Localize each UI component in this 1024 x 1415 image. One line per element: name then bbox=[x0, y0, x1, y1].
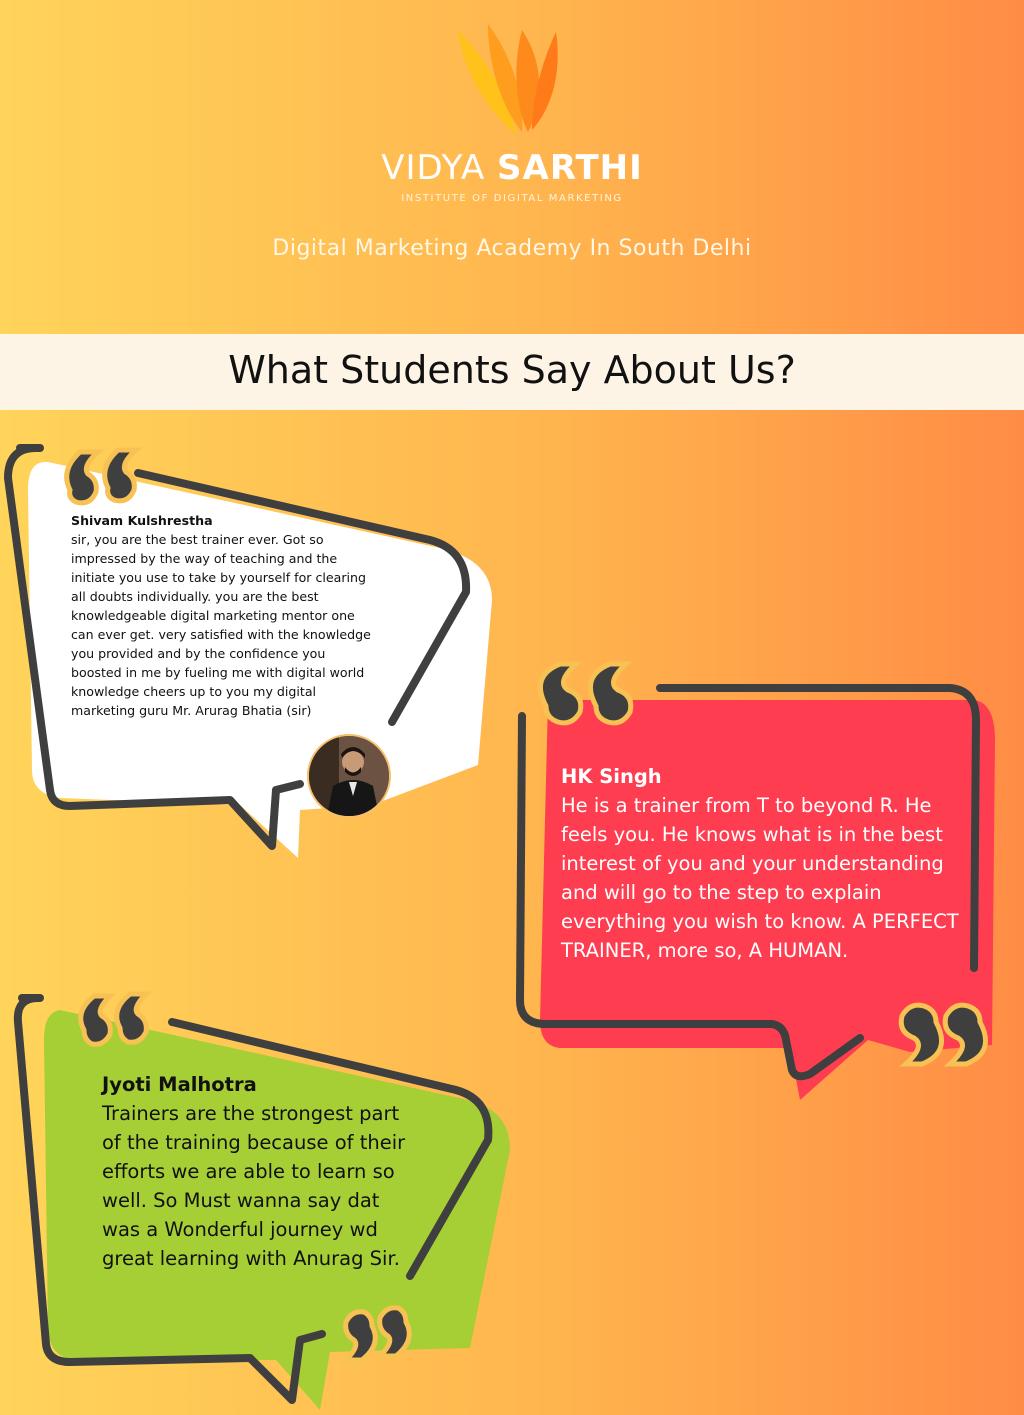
brand-name-bold: SARTHI bbox=[497, 148, 643, 188]
brand-subtitle: INSTITUTE OF DIGITAL MARKETING bbox=[401, 193, 623, 204]
testimonial-card-1 bbox=[71, 511, 371, 720]
testimonial-card-2 bbox=[561, 762, 961, 965]
testimonial-card-3 bbox=[102, 1070, 422, 1273]
avatar bbox=[307, 734, 391, 818]
section-heading: What Students Say About Us? bbox=[228, 348, 796, 392]
testimonial-text: sir, you are the best trainer ever. Got so impressed by the way of teaching and the initiate you use to take by yourself for clearing all doubts individually. you are the best knowledgeable digital marketing mentor one can ever get. very satisfied with the knowledge you provided and by the confidence you boosted in me by fueling me with digital world knowledge cheers up to you my digital marketing guru Mr. Arurag Bhatia (sir) bbox=[71, 532, 371, 718]
testimonial-name: Jyoti Malhotra bbox=[102, 1073, 257, 1096]
tagline: Digital Marketing Academy In South Delhi bbox=[272, 236, 752, 261]
avatar-photo-icon bbox=[309, 736, 389, 816]
testimonial-name: HK Singh bbox=[561, 765, 662, 788]
testimonial-name: Shivam Kulshrestha bbox=[71, 513, 213, 528]
brand-name-light: VIDYA bbox=[381, 148, 486, 188]
testimonial-text: He is a trainer from T to beyond R. He feels you. He knows what is in the best interest of you and your understanding and will go to the step to explain everything you wish to know. A PERFECT TRAINER, more so, A HUMAN. bbox=[561, 794, 959, 962]
testimonial-text: Trainers are the strongest part of the training because of their efforts we are able to learn so well. So Must wanna say dat was a Wonderful journey wd great learning with Anurag Sir. bbox=[102, 1102, 406, 1270]
